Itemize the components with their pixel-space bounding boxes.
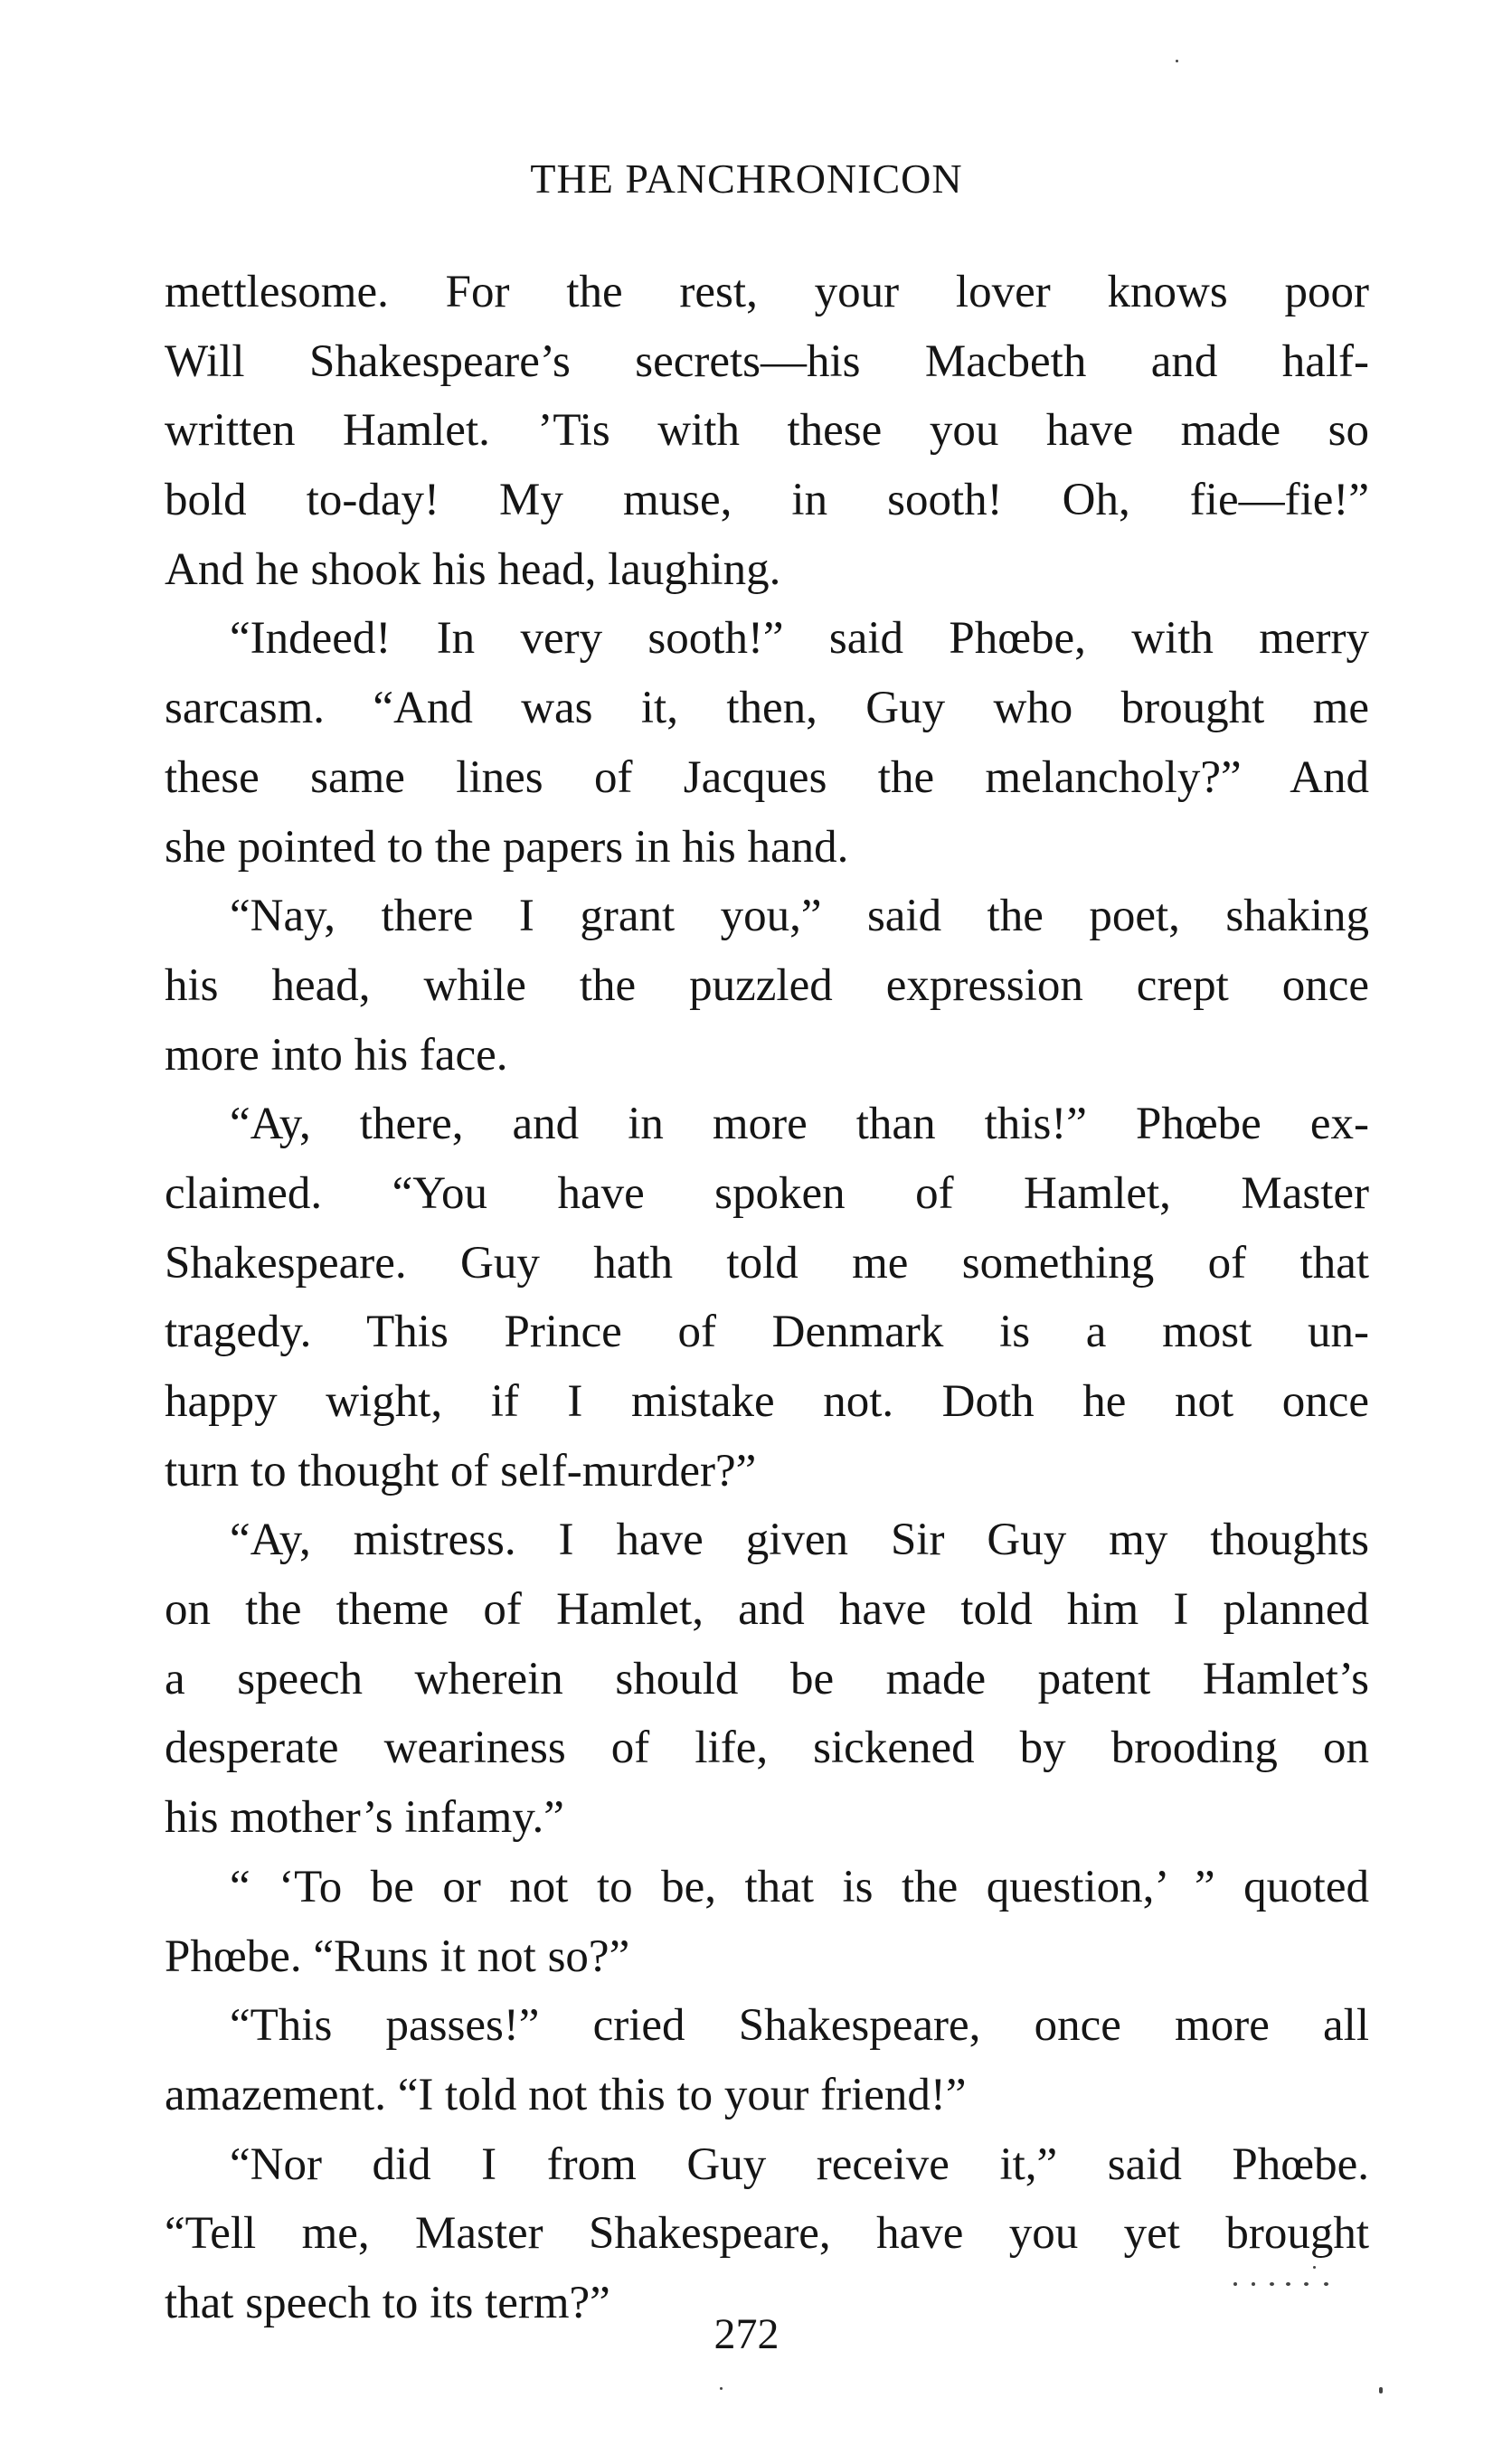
text-line: “Ay, there, and in more than this!” Phœbe ex- — [230, 1099, 1369, 1150]
body-text — [165, 258, 1369, 2338]
speck-mark — [720, 2387, 723, 2390]
speck-mark — [1379, 2387, 1383, 2393]
text-line: desperate weariness of life, sickened by brooding on — [165, 1723, 1369, 1774]
text-line: bold to-day! My muse, in sooth! Oh, fie—fie!” — [165, 475, 1369, 526]
text-line: on the theme of Hamlet, and have told him I planned — [165, 1584, 1369, 1636]
text-line: amazement. “I told not this to your friend!” — [165, 2069, 967, 2120]
text-line: claimed. “You have spoken of Hamlet, Master — [165, 1167, 1369, 1219]
page-number: 272 — [713, 2310, 780, 2358]
text-line: that speech to its term?” — [165, 2277, 610, 2328]
text-line: And he shook his head, laughing. — [165, 543, 781, 595]
text-line: these same lines of Jacques the melancholy?” And — [165, 751, 1369, 803]
stray-marks — [1230, 2271, 1365, 2289]
text-line: she pointed to the papers in his hand. — [165, 821, 849, 873]
text-line: written Hamlet. ’Tis with these you have made so — [165, 405, 1369, 457]
text-line: mettlesome. For the rest, your lover knows poor — [165, 267, 1369, 317]
text-line: tragedy. This Prince of Denmark is a most un- — [165, 1307, 1369, 1358]
text-line: Shakespeare. Guy hath told me something of that — [165, 1237, 1369, 1289]
text-line: more into his face. — [165, 1029, 508, 1081]
text-line: a speech wherein should be made patent Hamlet’s — [165, 1653, 1369, 1704]
text-line: “ ‘To be or not to be, that is the question,’ ” quoted — [230, 1861, 1369, 1912]
text-line: “Nay, there I grant you,” said the poet, shaking — [230, 891, 1369, 942]
text-line: his head, while the puzzled expression crept once — [165, 959, 1369, 1011]
running-head: THE PANCHRONICON — [530, 156, 963, 202]
text-line: “Indeed! In very sooth!” said Phœbe, with merry — [230, 613, 1369, 665]
text-line: turn to thought of self-murder?” — [165, 1445, 757, 1496]
text-line: his mother’s infamy.” — [165, 1792, 564, 1844]
text-line: happy wight, if I mistake not. Doth he not once — [165, 1376, 1369, 1427]
text-line: Will Shakespeare’s secrets—his Macbeth and half- — [165, 335, 1369, 387]
text-line: Phœbe. “Runs it not so?” — [165, 1931, 630, 1982]
text-line: “This passes!” cried Shakespeare, once more all — [230, 2000, 1369, 2052]
speck-mark — [1176, 60, 1178, 62]
text-line: “Nor did I from Guy receive it,” said Phœbe. — [230, 2138, 1369, 2190]
text-line: “Ay, mistress. I have given Sir Guy my thoughts — [230, 1515, 1369, 1566]
text-line: sarcasm. “And was it, then, Guy who brought me — [165, 683, 1369, 734]
text-line: “Tell me, Master Shakespeare, have you yet brought — [165, 2208, 1369, 2260]
